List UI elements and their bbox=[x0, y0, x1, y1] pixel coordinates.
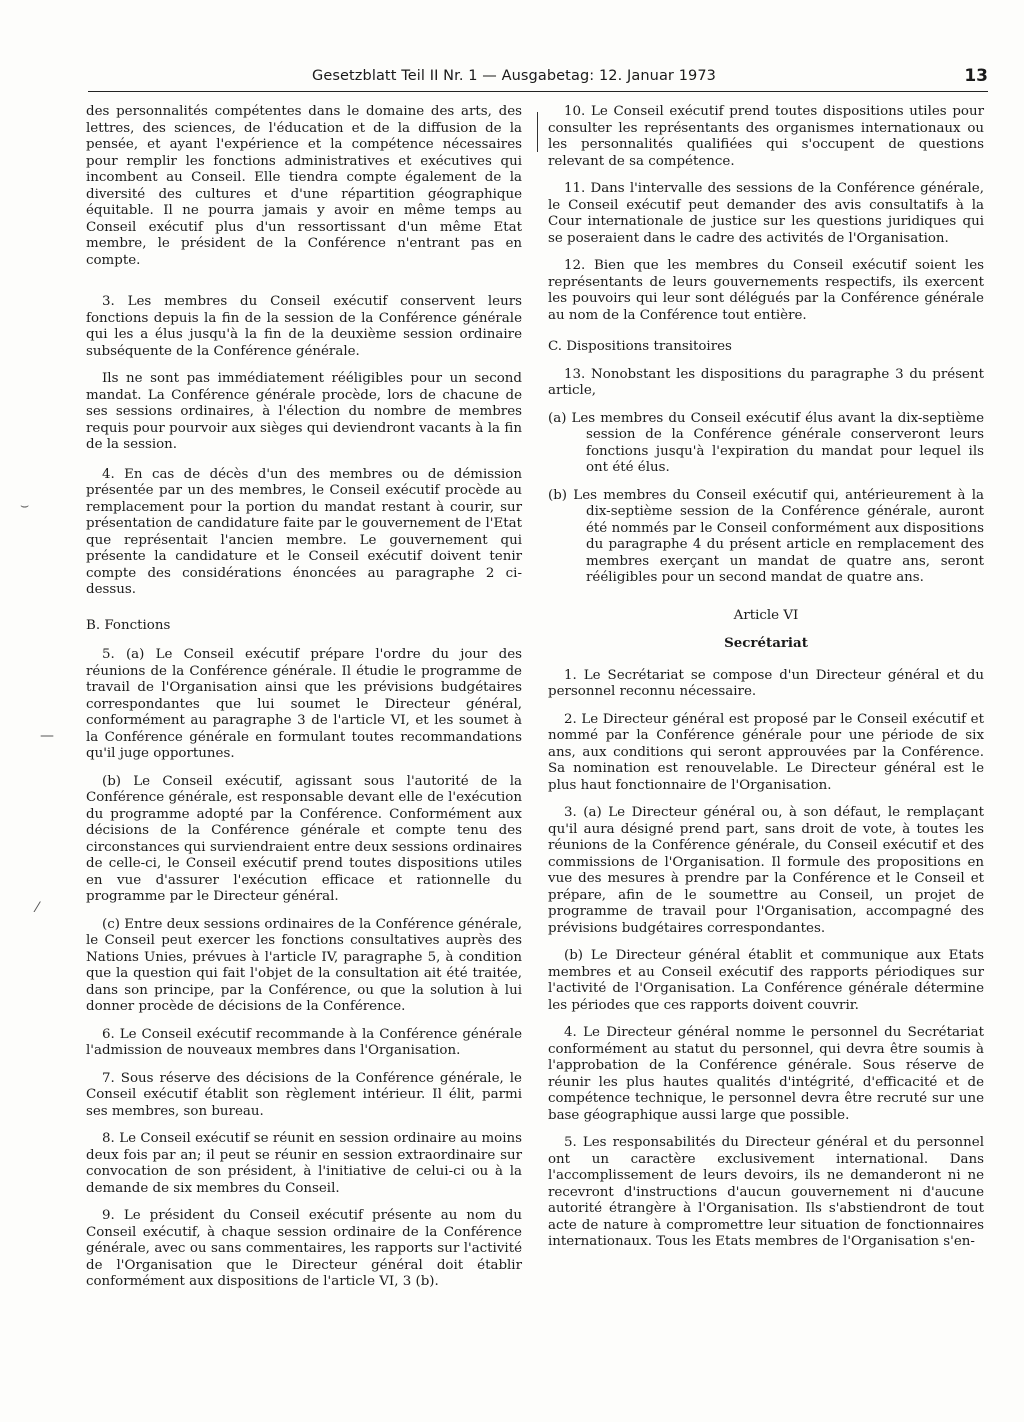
paragraph-s3a: 3. (a) Le Directeur général ou, à son défaut, le remplaçant qu'il aura désigné prend part, sans droit de vote, à toutes les réunions de la Conférence générale, du Conseil exécutif et des commissions de l'Organisation. Il formule des propositions en vue des mesures à prendre par la Conférence et le Conseil et prépare, afin de le soumettre au Conseil, un projet de programme de travail pour l'Organisation, accompagné des prévisions budgétaires correspondantes. bbox=[548, 805, 984, 936]
paragraph-4: 4. En cas de décès d'un des membres ou de démission présentée par un des membres, le Conseil exécutif procède au remplacement pour la portion du mandat restant à courir, sur présentation de candidature faite par le gouvernement de l'Etat que représentait l'ancien membre. Le gouvernement qui présente la candidature et le Conseil exécutif doivent tenir compte des considérations énoncées au paragraphe 2 ci-dessus. bbox=[86, 466, 522, 597]
section-heading-c: C. Dispositions transitoires bbox=[548, 339, 732, 354]
page-number: 13 bbox=[964, 66, 988, 86]
paragraph-9: 9. Le président du Conseil exécutif présente au nom du Conseil exécutif, à chaque session ordinaire de la Conférence générale, avec ou sans commentaires, les rapports sur l'activité de l'Organisation que le Directeur général doit établir conformément aux dispositions de l'article VI, 3 (b). bbox=[86, 1208, 522, 1289]
article-title: Article VI bbox=[733, 607, 799, 623]
margin-mark: ⁄ bbox=[36, 900, 39, 916]
page-header bbox=[88, 66, 988, 90]
paragraph-6: 6. Le Conseil exécutif recommande à la Conférence générale l'admission de nouveaux membres dans l'Organisation. bbox=[86, 1026, 522, 1058]
paragraph-3: 3. Les membres du Conseil exécutif conservent leurs fonctions depuis la fin de la session de la Conférence générale qui les a élus jusqu'à la fin de la deuxième session ordinaire subséquente de la Conférence générale. bbox=[86, 294, 522, 359]
paragraph-5b: (b) Le Conseil exécutif, agissant sous l'autorité de la Conférence générale, est responsable devant elle de l'exécution du programme adopté par la Conférence. Conformément aux décisions de la Conférence générale et compte tenu des circonstances qui surviendraient entre deux sessions ordinaires de celle-ci, le Conseil exécutif prend toutes dispositions utiles en vue d'assurer l'exécution efficace et rationnelle du programme par le Directeur général. bbox=[86, 773, 522, 904]
paragraph-12: 12. Bien que les membres du Conseil exécutif soient les représentants de leurs gouvernements respectifs, ils exercent les pouvoirs qui leur sont délégués par la Conférence générale au nom de la Conférence tout entière. bbox=[548, 258, 984, 323]
column-divider bbox=[537, 112, 538, 152]
paragraph-s2: 2. Le Directeur général est proposé par le Conseil exécutif et nommé par la Conférence générale pour une période de six ans, aux conditions qui seront approuvées par la Conférence. Sa nomination est renouvelable. Le Directeur général est le plus haut fonctionnaire de l'Organisation. bbox=[548, 711, 984, 793]
paragraph-5c: (c) Entre deux sessions ordinaires de la Conférence générale, le Conseil peut exercer les fonctions consultatives auprès des Nations Unies, prévues à l'article IV, paragraphe 5, à condition que la question qui fait l'objet de la consultation ait été traitée, dans son principe, par la Conférence, ou que la solution à lui donner procède de décisions de la Conférence. bbox=[86, 916, 522, 1014]
paragraph-13b: (b) Les membres du Conseil exécutif qui, antérieurement à la dix-septième session de la Conférence générale, auront été nommés par le Conseil conformément aux dispositions du paragraphe 4 du présent article en remplacement des membres exerçant un mandat de quatre ans, seront rééligibles pour un second mandat de quatre ans. bbox=[548, 487, 984, 585]
paragraph-s4: 4. Le Directeur général nomme le personnel du Secrétariat conformément au statut du personnel, qui devra être soumis à l'approbation de la Conférence générale. Sous réserve de réunir les plus hautes qualités d'intégrité, d'efficacité et de compétence technique, le personnel devra être recruté sur une base géographique aussi large que possible. bbox=[548, 1025, 984, 1123]
header-rule bbox=[88, 91, 988, 92]
margin-mark: — bbox=[40, 728, 54, 744]
paragraph-11: 11. Dans l'intervalle des sessions de la Conférence générale, le Conseil exécutif peut demander des avis consultatifs à la Cour internationale de justice sur les questions juridiques qui se poseraient dans le cadre des activités de l'Organisation. bbox=[548, 181, 984, 246]
paragraph-13a: (a) Les membres du Conseil exécutif élus avant la dix-septième session de la Conférence générale conserveront leurs fonctions jusqu'à l'expiration du mandat pour lequel ils ont été élus. bbox=[548, 410, 984, 475]
section-heading-b: B. Fonctions bbox=[86, 617, 171, 633]
left-column bbox=[86, 104, 522, 1302]
paragraph-13: 13. Nonobstant les dispositions du paragraphe 3 du présent article, bbox=[548, 366, 984, 398]
paragraph-7: 7. Sous réserve des décisions de la Conférence générale, le Conseil exécutif établit son règlement intérieur. Il élit, parmi ses membres, son bureau. bbox=[86, 1070, 522, 1119]
right-column bbox=[548, 104, 984, 1262]
paragraph-8: 8. Le Conseil exécutif se réunit en session ordinaire au moins deux fois par an; il peut se réunir en session extraordinaire sur convocation de son président, à l'initiative de celui-ci ou à la demande de six membres du Conseil. bbox=[86, 1131, 522, 1196]
paragraph-10: 10. Le Conseil exécutif prend toutes dispositions utiles pour consulter les représentants des organismes internationaux ou les personnalités qualifiées qui s'occupent de questions relevant de sa compétence. bbox=[548, 104, 984, 169]
gazette-title: Gesetzblatt Teil II Nr. 1 — Ausgabetag: 12. Januar 1973 bbox=[311, 68, 717, 84]
paragraph-s1: 1. Le Secrétariat se compose d'un Directeur général et du personnel reconnu nécessaire. bbox=[548, 667, 984, 699]
margin-mark: ⌣ bbox=[20, 498, 30, 514]
paragraph-s3b: (b) Le Directeur général établit et communique aux Etats membres et au Conseil exécutif des rapports périodiques sur l'activité de l'Organisation. La Conférence générale détermine les périodes que ces rapports doivent couvrir. bbox=[548, 948, 984, 1013]
paragraph: des personnalités compétentes dans le domaine des arts, des lettres, des sciences, de l'éducation et de la diffusion de la pensée, et ayant l'expérience et la compétence nécessaires pour remplir les fonctions administratives et exécutives qui incombent au Conseil. Elle tiendra compte également de la diversité des cultures et d'une répartition géographique équitable. Il ne pourra jamais y avoir en même temps au Conseil exécutif plus d'un ressortissant d'un même Etat membre, le président de la Conférence n'entrant pas en compte. bbox=[86, 104, 522, 268]
paragraph: Ils ne sont pas immédiatement rééligibles pour un second mandat. La Conférence générale procède, lors de chacune de ses sessions ordinaires, à l'élection du nombre de membres requis pour pourvoir aux sièges qui deviendront vacants à la fin de la session. bbox=[86, 371, 522, 452]
article-subtitle: Secrétariat bbox=[724, 635, 808, 651]
paragraph-5a: 5. (a) Le Conseil exécutif prépare l'ordre du jour des réunions de la Conférence générale. Il étudie le programme de travail de l'Organisation ainsi que les prévisions budgétaires correspondantes que lui soumet le Directeur général, conformément au paragraphe 3 de l'article VI, et les soumet à la Conférence générale en formulant toutes recommandations qu'il juge opportunes. bbox=[86, 647, 522, 761]
paragraph-s5: 5. Les responsabilités du Directeur général et du personnel ont un caractère exclusivement international. Dans l'accomplissement de leurs devoirs, ils ne demanderont ni ne recevront d'instructions d'aucun gouvernement ni d'aucune autorité étrangère à l'Organisation. Ils s'abstiendront de tout acte de nature à compromettre leur situation de fonctionnaires internationaux. Tous les Etats membres de l'Organisation s'en- bbox=[548, 1135, 984, 1249]
